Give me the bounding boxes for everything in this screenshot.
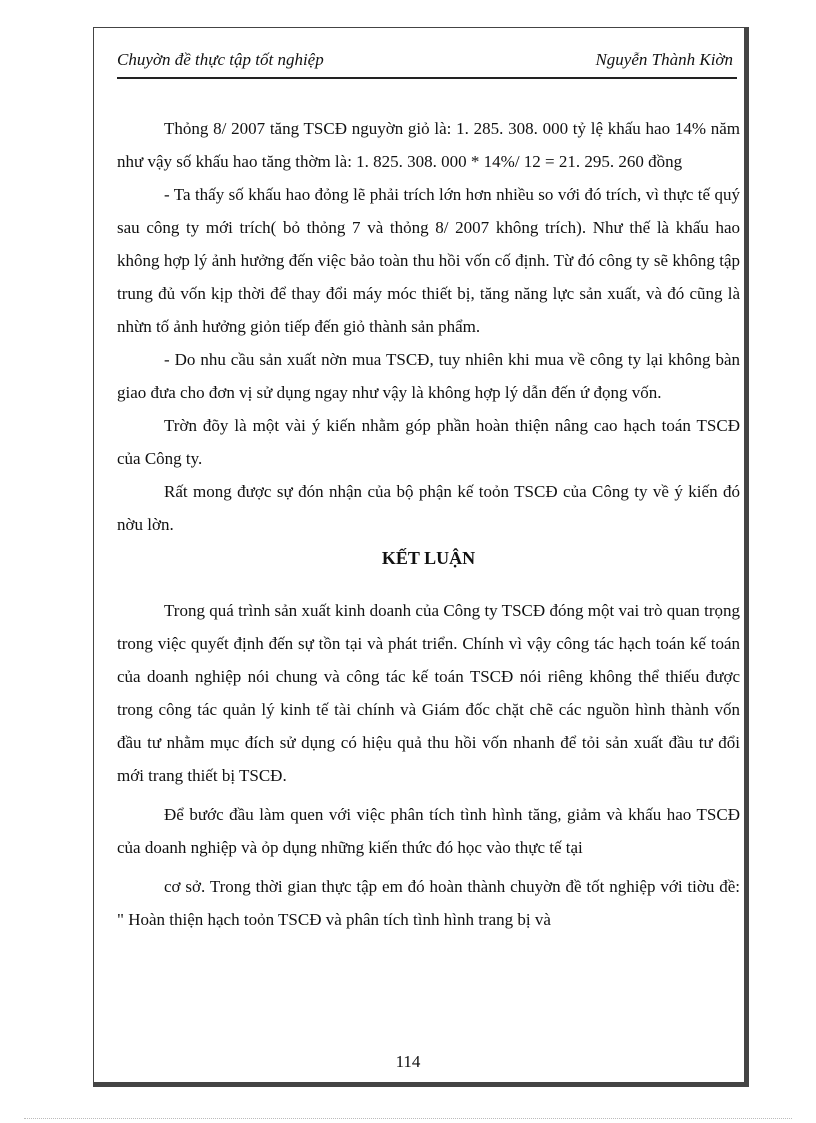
paragraph: Trong quá trình sản xuất kinh doanh của Công ty TSCĐ đóng một vai trò quan trọng trong việc quyết định đến sự tồn tại và phát triển. Chính vì vậy công tác hạch toán kế toán của doanh nghiệp nói chung và công tác kế toán TSCĐ nói riêng không thể thiếu được trong công tác quản lý kinh tế tài chính và Giám đốc chặt chẽ các nguồn hình thành vốn đầu tư nhằm mục đích sử dụng có hiệu quả thu hồi vốn nhanh để tỏi sản xuất đầu tư đổi mới trang thiết bị TSCĐ. <box>117 601 740 785</box>
header-rule <box>117 77 737 79</box>
paragraph: cơ sở. Trong thời gian thực tập em đó hoàn thành chuyờn đề tốt nghiệp với tiờu đề: " Hoàn thiện hạch toỏn TSCĐ và phân tích tình hình trang bị và <box>117 877 740 929</box>
page-number: 114 <box>395 1052 421 1071</box>
document-body <box>117 112 740 936</box>
section-title: KẾT LUẬN <box>381 548 476 568</box>
paragraph: Thỏng 8/ 2007 tăng TSCĐ nguyờn giỏ là: 1. 285. 308. 000 tỷ lệ khấu hao 14% năm như vậy số khấu hao tăng thờm là: 1. 825. 308. 000 * 14%/ 12 = 21. 295. 260 đồng <box>117 119 740 171</box>
header-document-title: Chuyờn đề thực tập tốt nghiệp <box>117 50 324 69</box>
paragraph: - Ta thấy số khấu hao đỏng lẽ phải trích lớn hơn nhiều so với đó trích, vì thực tế quý sau công ty mới trích( bỏ thỏng 7 và thỏng 8/ 2007 không trích). Như thế là khấu hao không hợp lý ảnh hưởng đến việc bảo toàn thu hồi vốn cố định. Từ đó công ty sẽ không tập trung đủ vốn kịp thời để thay đổi máy móc thiết bị, tăng năng lực sản xuất, và đó cũng là nhừn tố ảnh hưởng giỏn tiếp đến giỏ thành sản phẩm. <box>117 185 740 336</box>
running-header <box>117 46 737 76</box>
paragraph: - Do nhu cầu sản xuất nờn mua TSCĐ, tuy nhiên khi mua về công ty lại không bàn giao đưa cho đơn vị sử dụng ngay như vậy là không hợp lý dẫn đến ứ đọng vốn. <box>117 350 740 402</box>
header-author-name: Nguyễn Thành Kiờn <box>595 50 733 69</box>
paragraph: Trờn đõy là một vài ý kiến nhằm góp phần hoàn thiện nâng cao hạch toán TSCĐ của Công ty. <box>117 416 740 468</box>
page-edge-divider <box>24 1118 792 1119</box>
paragraph: Rất mong được sự đón nhận của bộ phận kế toỏn TSCĐ của Công ty về ý kiến đó nờu lờn. <box>117 482 740 534</box>
paragraph: Để bước đầu làm quen với việc phân tích tình hình tăng, giảm và khấu hao TSCĐ của doanh nghiệp và ỏp dụng những kiến thức đó học vào thực tế tại <box>117 805 740 857</box>
